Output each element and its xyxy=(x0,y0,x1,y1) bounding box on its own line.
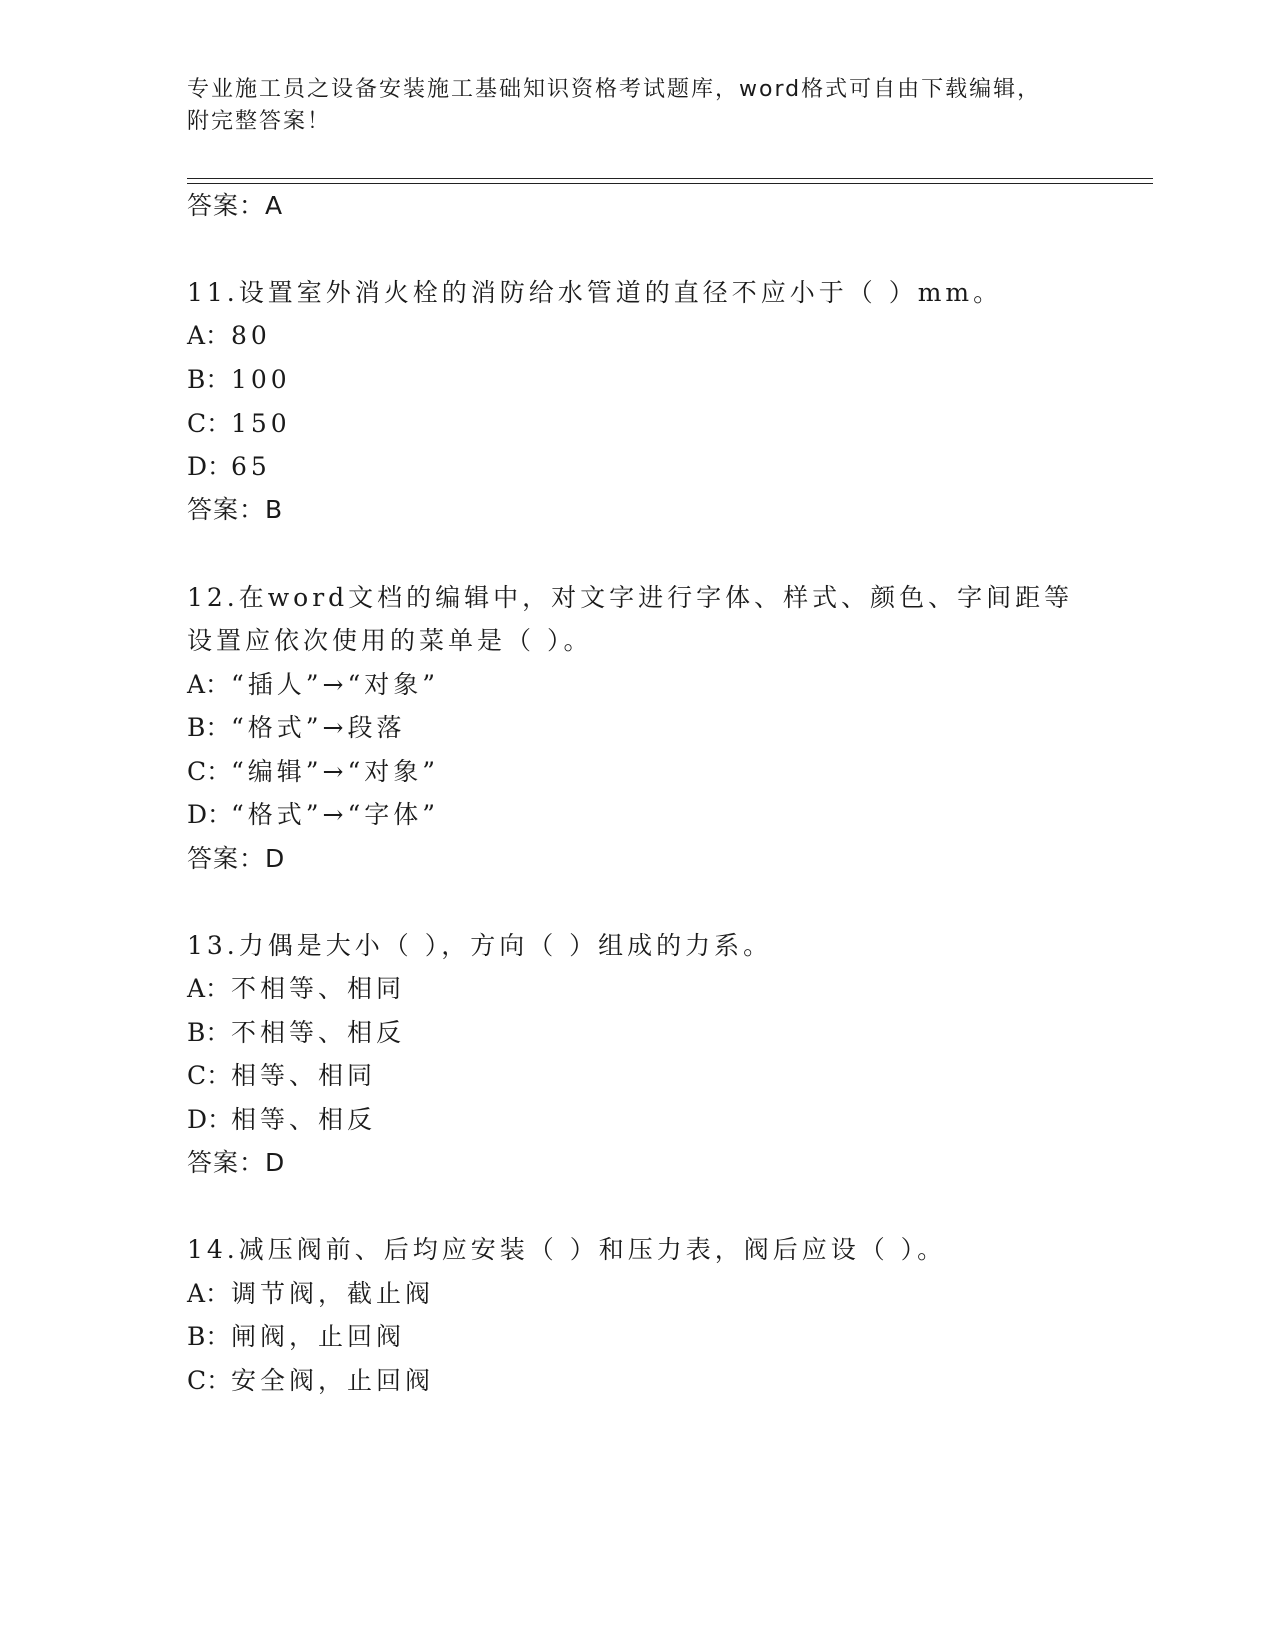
option-text: 安全阀，止回阀 xyxy=(231,1366,435,1395)
option-key: A： xyxy=(187,670,231,699)
question-12-option-d xyxy=(187,799,439,831)
question-11-option-b xyxy=(187,364,291,396)
question-11-option-a xyxy=(187,320,271,352)
question-13-answer: 答案：D xyxy=(187,1148,286,1177)
option-key: C： xyxy=(187,757,232,786)
question-11-answer: 答案：B xyxy=(187,495,284,524)
option-text: 相等、相同 xyxy=(231,1061,377,1090)
option-text: 150 xyxy=(231,409,291,438)
header-divider-bottom xyxy=(187,183,1153,184)
question-11-option-d xyxy=(187,451,271,483)
option-text: 闸阀，止回阀 xyxy=(231,1322,406,1351)
option-text: 调节阀，截止阀 xyxy=(231,1279,435,1308)
option-text: 65 xyxy=(231,452,271,481)
question-12-stem-line-2: 设置应依次使用的菜单是（ ）。 xyxy=(187,626,593,655)
option-key: B： xyxy=(187,1322,231,1351)
header-line-1: 专业施工员之设备安装施工基础知识资格考试题库，word格式可自由下载编辑， xyxy=(187,77,1042,102)
option-key: D： xyxy=(187,1105,233,1134)
option-key: B： xyxy=(187,1018,231,1047)
option-key: C： xyxy=(187,1061,232,1090)
question-12-answer: 答案：D xyxy=(187,844,286,873)
document-header xyxy=(187,74,1067,138)
question-12-stem-line-1: 12.在word文档的编辑中，对文字进行字体、样式、颜色、字间距等 xyxy=(187,583,1074,612)
option-text: 不相等、相反 xyxy=(231,1018,406,1047)
question-14-stem: 14.减压阀前、后均应安装（ ）和压力表，阀后应设（ ）。 xyxy=(187,1235,947,1264)
question-14-option-b xyxy=(187,1321,405,1353)
option-text: “格式”→段落 xyxy=(231,713,406,742)
header-divider-top xyxy=(187,178,1153,179)
option-key: D： xyxy=(187,452,233,481)
header-line-2: 附完整答案！ xyxy=(187,109,332,134)
option-key: D： xyxy=(187,800,233,829)
question-11-option-c xyxy=(187,408,291,440)
option-text: “插人”→“对象” xyxy=(231,670,440,699)
question-12-option-b xyxy=(187,712,406,744)
option-text: “格式”→“字体” xyxy=(231,800,440,829)
option-key: A： xyxy=(187,321,231,350)
option-key: B： xyxy=(187,713,231,742)
option-text: 相等、相反 xyxy=(231,1105,377,1134)
question-13-option-d xyxy=(187,1104,376,1136)
option-key: B： xyxy=(187,365,231,394)
question-14-option-a xyxy=(187,1278,434,1310)
option-key: C： xyxy=(187,409,232,438)
question-12-option-c xyxy=(187,756,439,788)
question-14-option-c xyxy=(187,1365,434,1397)
option-text: “编辑”→“对象” xyxy=(231,757,440,786)
question-11-stem: 11.设置室外消火栓的消防给水管道的直径不应小于（ ）mm。 xyxy=(187,278,1003,307)
option-text: 80 xyxy=(231,321,271,350)
option-key: A： xyxy=(187,974,231,1003)
option-key: A： xyxy=(187,1279,231,1308)
option-text: 100 xyxy=(231,365,291,394)
previous-answer: 答案：A xyxy=(187,191,284,220)
option-key: C： xyxy=(187,1366,232,1395)
question-13-option-a xyxy=(187,973,405,1005)
question-12-option-a xyxy=(187,669,439,701)
question-13-option-b xyxy=(187,1017,405,1049)
question-13-option-c xyxy=(187,1060,376,1092)
question-13-stem: 13.力偶是大小（ ），方向（ ）组成的力系。 xyxy=(187,931,773,960)
option-text: 不相等、相同 xyxy=(231,974,406,1003)
